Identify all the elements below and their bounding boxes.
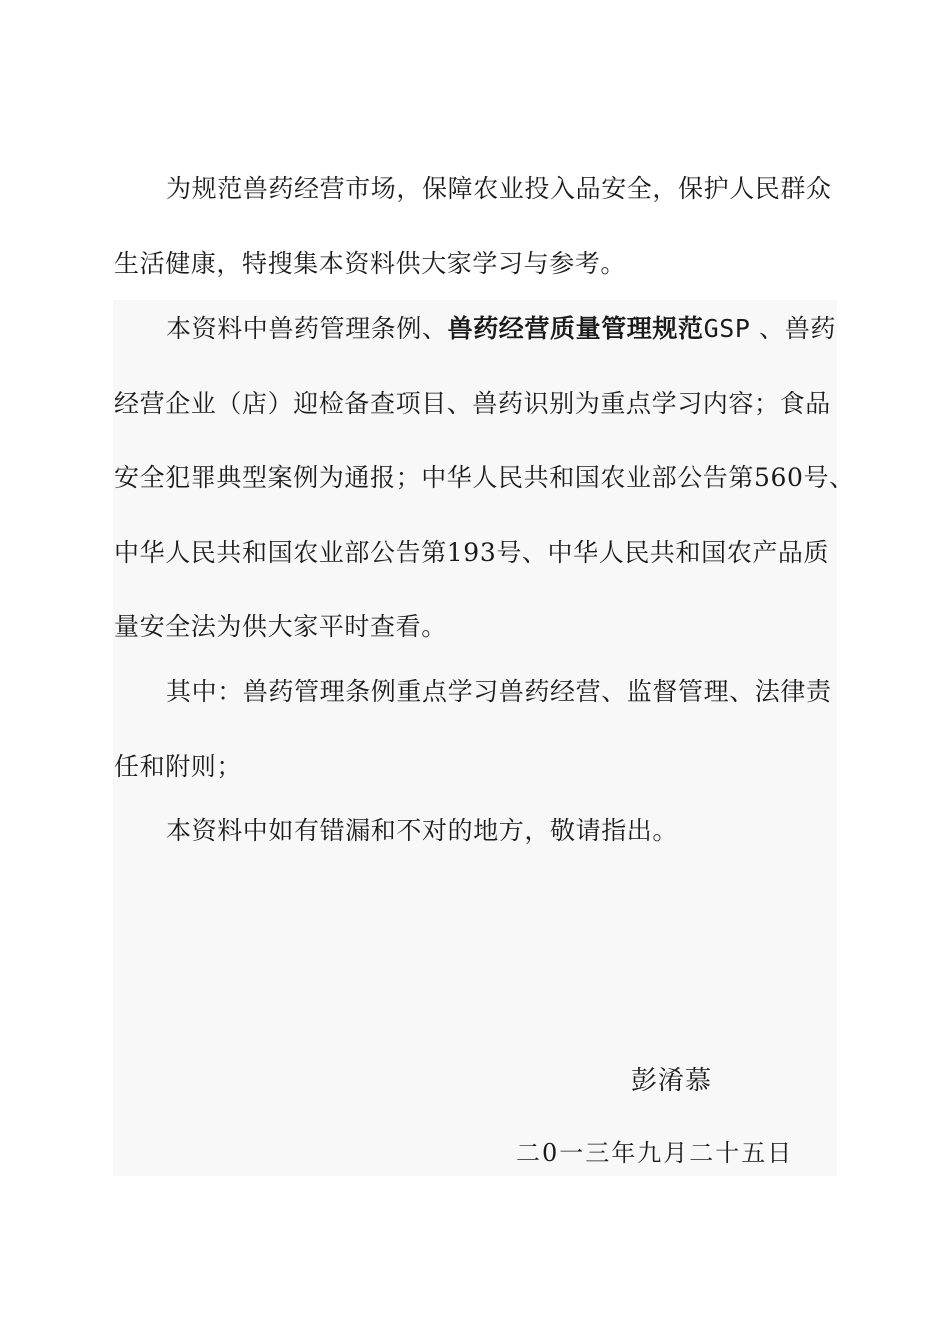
focus-line-2: 任和附则；	[114, 752, 243, 781]
content-line-2: 经营企业（店）迎检备查项目、兽药识别为重点学习内容；食品	[114, 389, 831, 418]
content-line-3: 安全犯罪典型案例为通报；中华人民共和国农业部公告第560号、	[114, 463, 855, 492]
content-line-1-end: 、兽药	[750, 314, 836, 343]
intro-line-1: 为规范兽药经营市场，保障农业投入品安全，保护人民群众	[166, 174, 832, 203]
shaded-content-background	[113, 300, 837, 1176]
document-date: 二0一三年九月二十五日	[516, 1139, 794, 1167]
content-line-4: 中华人民共和国农业部公告第193号、中华人民共和国农产品质	[114, 538, 830, 567]
closing-line: 本资料中如有错漏和不对的地方，敬请指出。	[166, 816, 679, 845]
content-line-1	[166, 314, 836, 344]
focus-line-1: 其中：兽药管理条例重点学习兽药经营、监督管理、法律责	[166, 677, 832, 706]
author-signature: 彭淆慕	[631, 1066, 713, 1096]
intro-line-2: 生活健康，特搜集本资料供大家学习与参考。	[114, 249, 627, 278]
content-line-1-start: 本资料中兽药管理条例、	[166, 314, 448, 343]
gsp-code: GSP	[703, 314, 751, 343]
content-line-5: 量安全法为供大家平时查看。	[114, 612, 447, 641]
gsp-title: 兽药经营质量管理规范	[447, 314, 704, 343]
